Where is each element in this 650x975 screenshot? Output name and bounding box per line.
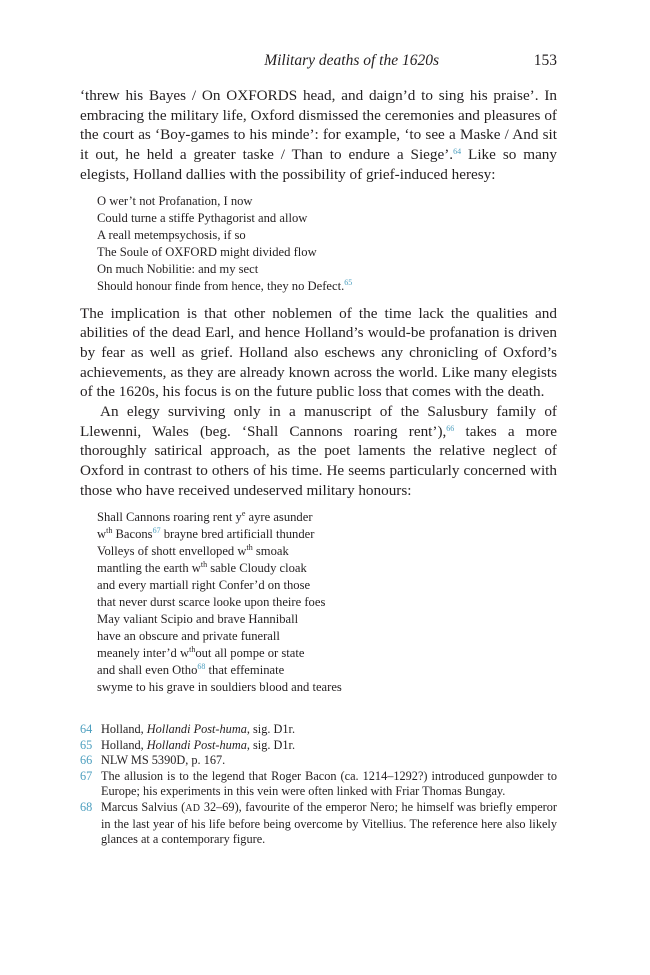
footnote-66 bbox=[80, 753, 557, 769]
era-abbreviation: AD bbox=[185, 802, 201, 814]
verse-line bbox=[97, 278, 557, 295]
verse-text: that effeminate bbox=[205, 662, 285, 677]
footnote-number: 64 bbox=[80, 722, 93, 736]
verse-text: Bacons bbox=[112, 526, 153, 541]
footnote-65 bbox=[80, 738, 557, 754]
footnote-text: , sig. D1r. bbox=[246, 737, 296, 752]
verse-line: Could turne a stiffe Pythagorist and allow bbox=[97, 210, 308, 225]
verse-text: and shall even Otho bbox=[97, 662, 198, 677]
verse-line: O wer’t not Profanation, I now bbox=[97, 193, 253, 208]
footnote-number: 67 bbox=[80, 768, 93, 783]
verse-line-text: Should honour finde from hence, they no Defect. bbox=[97, 278, 345, 293]
note-ref-65[interactable]: 65 bbox=[344, 277, 353, 287]
verse-line: swyme to his grave in souldiers blood and teares bbox=[97, 679, 342, 694]
verse-text: brayne bred artificiall thunder bbox=[160, 526, 315, 541]
main-text bbox=[80, 86, 557, 705]
verse-line bbox=[97, 526, 557, 543]
footnote-text: NLW MS 5390D, p. 167. bbox=[101, 753, 226, 768]
paragraph-1-text-b: Like so many elegists, Holland dallies with the possibility of grief-induced heresy: bbox=[80, 146, 557, 183]
verse-text: ayre asunder bbox=[245, 509, 313, 524]
paragraph-3-text-a: An elegy surviving only in a manuscript of the Salusbury family of Llewenni, Wales (beg. ‘Shall Cannons roaring rent’), bbox=[80, 403, 557, 440]
running-head-title: Military deaths of the 1620s bbox=[264, 52, 439, 69]
page-number: 153 bbox=[533, 52, 557, 69]
verse-line bbox=[97, 509, 557, 526]
verse-line bbox=[97, 543, 557, 560]
paragraph-1-text-a: ‘threw his Bayes / On OXFORDS head, and daign’d to sing his praise’. In embracing the military life, Oxford dismissed the ceremonies and pleasures of the court as ‘Boy-games to his minde’: for example, ‘to see a Maske / And sit it out, he held a greater taske / Than to endure a Siege’. bbox=[80, 87, 557, 164]
footnote-67 bbox=[80, 769, 557, 800]
verse-line: have an obscure and private funerall bbox=[97, 628, 280, 643]
verse-line bbox=[97, 662, 557, 679]
note-ref-66[interactable]: 66 bbox=[446, 423, 455, 433]
verse-text: sable Cloudy cloak bbox=[207, 560, 307, 575]
verse-text: smoak bbox=[252, 543, 289, 558]
verse-line: On much Nobilitie: and my sect bbox=[97, 261, 259, 276]
footnote-64 bbox=[80, 722, 557, 738]
footnote-number: 66 bbox=[80, 753, 93, 768]
verse-text: w bbox=[97, 526, 107, 541]
superscript: e bbox=[241, 508, 246, 518]
verse-line: May valiant Scipio and brave Hanniball bbox=[97, 611, 299, 626]
running-head bbox=[80, 52, 557, 72]
paragraph-2: The implication is that other noblemen of the time lack the qualities and abilities of the dead Earl, and hence Holland’s would-be profanation is driven by fear as well as grief. Holland also eschews any chronicling of Oxford’s achievements, as they are already known across the world. Like many elegists of the 1620s, his focus is on the future public loss that comes with the death. bbox=[80, 304, 557, 401]
footnote-text: , sig. D1r. bbox=[246, 722, 296, 736]
superscript: th bbox=[246, 542, 253, 552]
verse-line: that never durst scarce looke upon theire foes bbox=[97, 594, 326, 609]
footnote-number: 68 bbox=[80, 799, 93, 814]
note-ref-67[interactable]: 67 bbox=[152, 525, 161, 535]
footnote-text: Marcus Salvius ( bbox=[101, 799, 186, 814]
superscript: th bbox=[189, 644, 196, 654]
footnotes bbox=[80, 722, 557, 848]
verse-line: and every martiall right Confer’d on those bbox=[97, 577, 311, 592]
footnote-68 bbox=[80, 800, 557, 848]
verse-line bbox=[97, 645, 557, 662]
verse-line: The Soule of OXFORD might divided flow bbox=[97, 244, 317, 259]
paragraph-1 bbox=[80, 86, 557, 185]
footnote-text: Holland, bbox=[101, 722, 147, 736]
verse-line: A reall metempsychosis, if so bbox=[97, 227, 246, 242]
note-ref-68[interactable]: 68 bbox=[197, 661, 206, 671]
note-ref-64[interactable]: 64 bbox=[453, 147, 462, 157]
verse-text: Shall Cannons roaring rent y bbox=[97, 509, 242, 524]
superscript: th bbox=[200, 559, 208, 569]
paragraph-3-text-b: takes a more thoroughly satirical approach, as the poet laments the relative neglect of Oxford in contrast to others of his time. He seems particularly concerned with those who have received undeserved military honours: bbox=[80, 422, 557, 499]
verse-line bbox=[97, 560, 557, 577]
footnote-text: Holland, bbox=[101, 737, 147, 752]
footnote-title: Hollandi Post-huma bbox=[146, 737, 247, 752]
verse-text: mantling the earth w bbox=[97, 560, 201, 575]
footnote-text: 32–69), favourite of the emperor Nero; he himself was briefly emperor in the last year of his life before being overcome by Vitellius. The reference here also likely glances at a contemporary figure. bbox=[101, 799, 557, 847]
superscript: th bbox=[106, 525, 113, 535]
verse-text: Volleys of shott envelloped w bbox=[97, 543, 247, 558]
paragraph-3 bbox=[80, 402, 557, 501]
footnote-text: The allusion is to the legend that Roger Bacon (ca. 1214–1292?) introduced gunpowder to Europe; his experiments in this vein were often linked with Friar Thomas Bungay. bbox=[101, 768, 557, 799]
verse-quotation-2 bbox=[97, 509, 557, 696]
footnote-title: Hollandi Post-huma bbox=[146, 722, 247, 736]
footnote-number: 65 bbox=[80, 737, 93, 752]
verse-text: out all pompe or state bbox=[195, 645, 305, 660]
verse-text: meanely inter’d w bbox=[97, 645, 190, 660]
verse-quotation-1 bbox=[97, 193, 557, 295]
